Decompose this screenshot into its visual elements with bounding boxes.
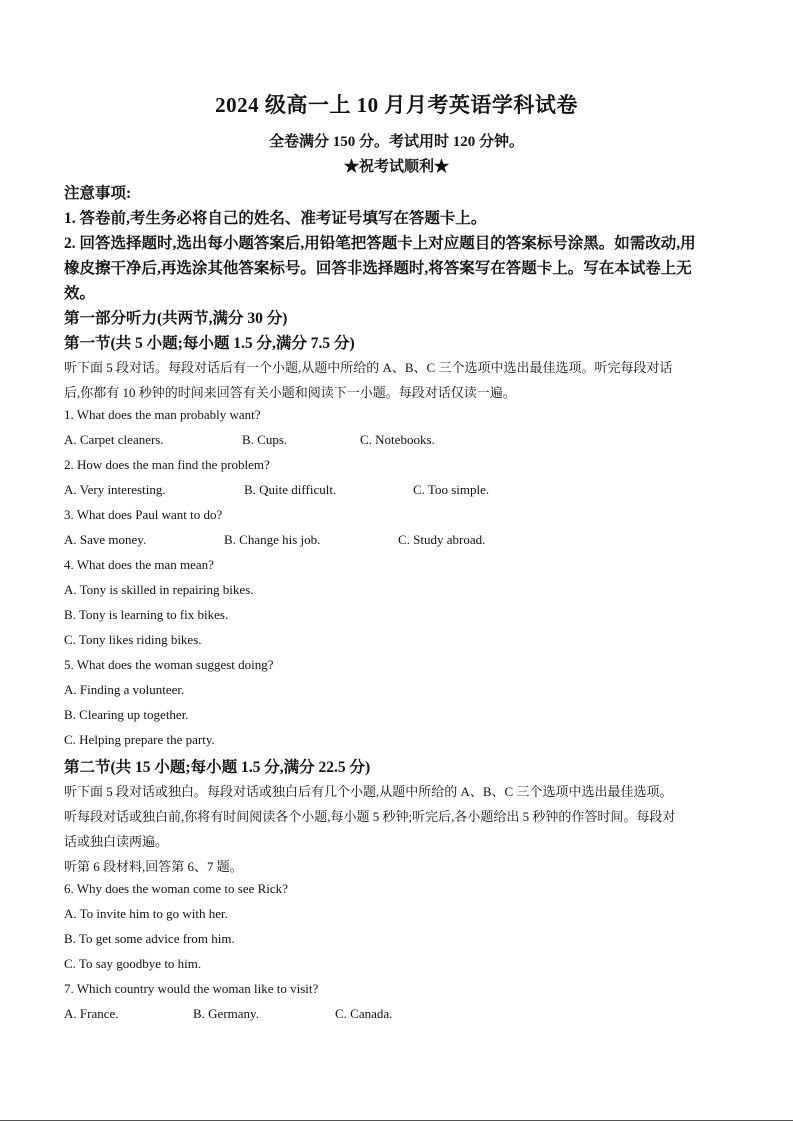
material-6-instruction: 听第 6 段材料,回答第 6、7 题。 [64,859,243,874]
q4-option-b: B. Tony is learning to fix bikes. [64,607,229,622]
section2-instruction-line-1: 听下面 5 段对话或独白。每段对话或独白后有几个小题,从题中所给的 A、B、C 三个选项中选出最佳选项。 [64,784,673,799]
notice-item-2-line-1: 2. 回答选择题时,选出每小题答案后,用铅笔把答题卡上对应题目的答案标号涂黑。如需改动,用 [64,235,696,252]
section2-heading: 第二节(共 15 小题;每小题 1.5 分,满分 22.5 分) [64,759,371,776]
q5-option-c: C. Helping prepare the party. [64,732,215,747]
section1-instruction-line-2: 后,你都有 10 秒钟的时间来回答有关小题和阅读下一小题。每段对话仅读一遍。 [64,385,516,400]
q4-option-a: A. Tony is skilled in repairing bikes. [64,582,254,597]
page-bottom-divider [0,1120,793,1121]
q3-option-b: B. Change his job. [224,532,321,547]
section2-instruction-line-3: 话或独白读两遍。 [64,834,169,849]
q7-option-a: A. France. [64,1006,119,1021]
section1-heading: 第一节(共 5 小题;每小题 1.5 分,满分 7.5 分) [64,335,355,352]
question-4: 4. What does the man mean? [64,557,214,572]
good-luck-line: ★祝考试顺利★ [343,159,449,175]
q1-option-b: B. Cups. [242,432,288,447]
exam-info: 全卷满分 150 分。考试用时 120 分钟。 [268,134,524,150]
q6-option-a: A. To invite him to go with her. [64,906,228,921]
page-title: 2024 级高一上 10 月月考英语学科试卷 [215,93,578,117]
question-5: 5. What does the woman suggest doing? [64,657,274,672]
question-2: 2. How does the man find the problem? [64,457,270,472]
q3-option-c: C. Study abroad. [398,532,486,547]
question-7: 7. Which country would the woman like to visit? [64,981,319,996]
q7-option-c: C. Canada. [335,1006,393,1021]
part1-heading: 第一部分听力(共两节,满分 30 分) [64,310,288,327]
q2-option-c: C. Too simple. [413,482,490,497]
question-1: 1. What does the man probably want? [64,407,261,422]
q2-option-a: A. Very interesting. [64,482,166,497]
q7-option-b: B. Germany. [193,1006,259,1021]
q1-option-c: C. Notebooks. [360,432,435,447]
question-3: 3. What does Paul want to do? [64,507,223,522]
notice-item-1: 1. 答卷前,考生务必将自己的姓名、准考证号填写在答题卡上。 [64,210,487,227]
q4-option-c: C. Tony likes riding bikes. [64,632,202,647]
q5-option-b: B. Clearing up together. [64,707,189,722]
notice-heading: 注意事项: [64,185,132,202]
notice-item-2-line-2: 橡皮擦干净后,再选涂其他答案标号。回答非选择题时,将答案写在答题卡上。写在本试卷上无 [64,260,692,277]
q1-option-a: A. Carpet cleaners. [64,432,164,447]
q5-option-a: A. Finding a volunteer. [64,682,185,697]
section1-instruction-line-1: 听下面 5 段对话。每段对话后有一个小题,从题中所给的 A、B、C 三个选项中选出最佳选项。听完每段对话 [64,360,673,375]
notice-item-2-line-3: 效。 [64,285,96,302]
q3-option-a: A. Save money. [64,532,147,547]
q6-option-b: B. To get some advice from him. [64,931,235,946]
section2-instruction-line-2: 听每段对话或独白前,你将有时间阅读各个小题,每小题 5 秒钟;听完后,各小题给出 5 秒钟的作答时间。每段对 [64,809,676,824]
question-6: 6. Why does the woman come to see Rick? [64,881,288,896]
q6-option-c: C. To say goodbye to him. [64,956,202,971]
q2-option-b: B. Quite difficult. [244,482,337,497]
